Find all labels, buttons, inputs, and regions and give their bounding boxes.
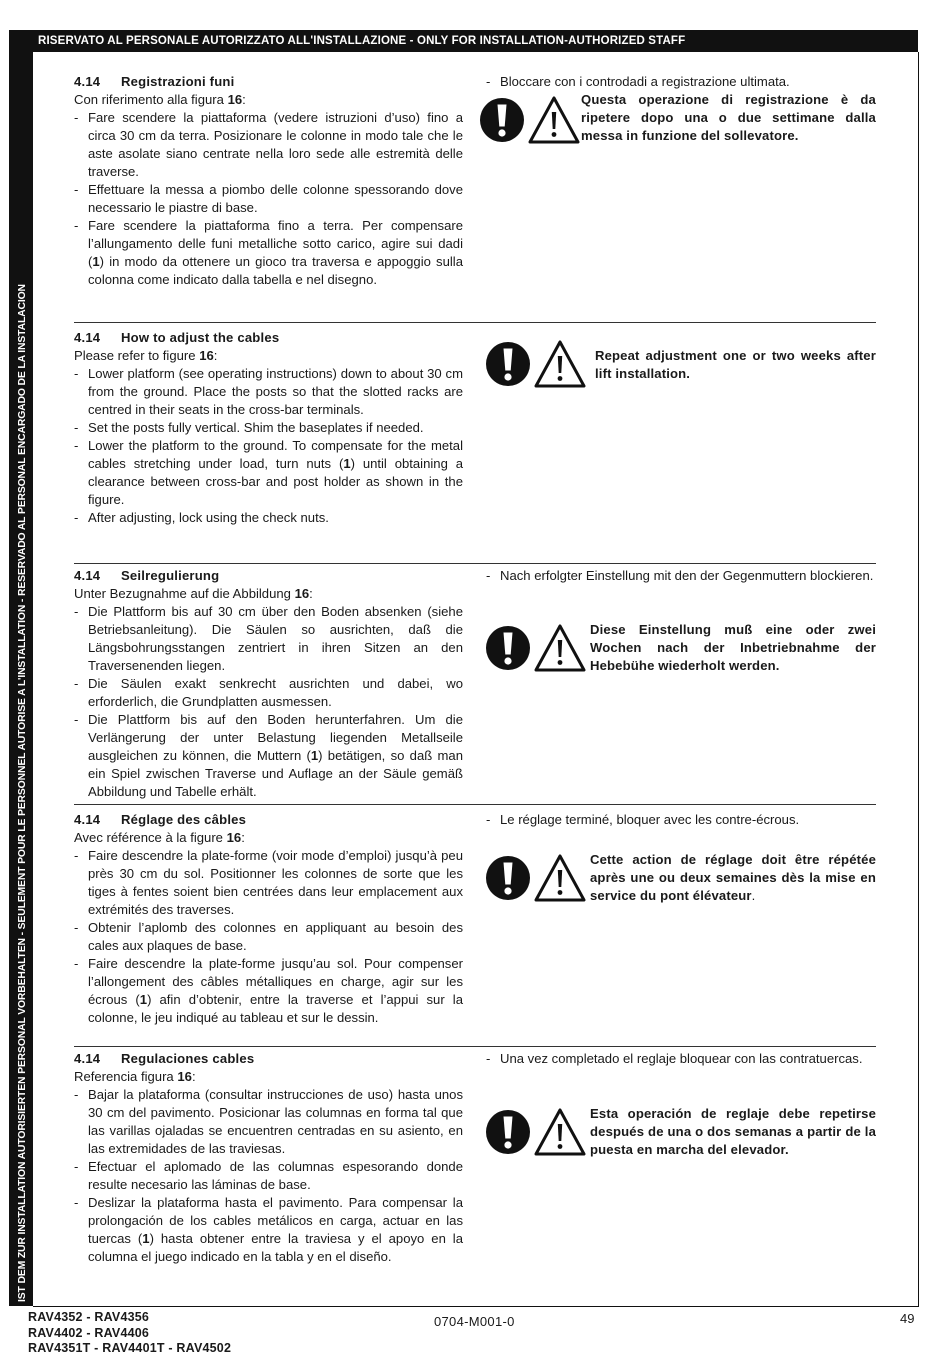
page-number: 49 — [900, 1311, 915, 1326]
exclamation-circle-icon — [486, 342, 530, 386]
list-item: - Bajar la plataforma (consultar instrucciones de uso) hasta unos 30 cm del pavimento. Posicionar las columnas en forma tal que las varillas ojaladas se encuentren centradas en su asiento, en las extremidades de las traviesas. — [74, 1086, 463, 1158]
list-item: - Deslizar la plataforma hasta el pavimento. Para compensar la prolongación de los cables metálicos en carga, actuar en las tuercas (1) hasta obtener entre la traviesa y el apoyo en la columna el juego indicado en la tabla y en el diseño. — [74, 1194, 463, 1266]
section-heading — [74, 73, 463, 91]
section-number: 4.14 — [74, 1051, 101, 1066]
exclamation-circle-icon — [486, 856, 530, 900]
figure-reference: Unter Bezugnahme auf die Abbildung 16: — [74, 586, 313, 601]
authorized-staff-banner: RISERVATO AL PERSONALE AUTORIZZATO ALL'INSTALLAZIONE - ONLY FOR INSTALLATION-AUTHORIZED STAFF — [9, 30, 918, 52]
footer-model-list — [28, 1310, 231, 1357]
sidebar-vertical-text: IST DEM ZUR INSTALLATION AUTORISIERTEN PERSONAL VORBEHALTEN - SEULEMENT POUR LE PERSONNEL AUTORISE A L'INSTALLATION - RESERVADO AL PERSONAL ENCARGADO DE LA INSTALACION — [17, 284, 28, 1302]
warning-text: Esta operación de reglaje debe repetirse después de una o dos semanas a partir de la puesta en marcha del elevador. — [590, 1106, 876, 1157]
section-number: 4.14 — [74, 812, 101, 827]
section-heading — [74, 1050, 463, 1068]
warning-icons — [485, 623, 591, 673]
warning-icons — [479, 95, 585, 145]
section-french — [74, 804, 876, 1047]
document-code: 0704-M001-0 — [434, 1314, 515, 1329]
section-number: 4.14 — [74, 74, 101, 89]
section-title: Réglage des câbles — [121, 812, 247, 827]
list-item: - Una vez completado el reglaje bloquear con las contratuercas. — [486, 1050, 876, 1068]
section-left-column — [74, 73, 463, 289]
section-german — [74, 563, 876, 805]
section-title: Regulaciones cables — [121, 1051, 255, 1066]
list-item: - Faire descendre la plate-forme (voir mode d’emploi) jusqu’à peu près 30 cm du sol. Positionner les colonnes de sorte que les tiges à fentes soient bien centrées dans leur emplacement aux extrémités des traverses. — [74, 847, 463, 919]
section-heading — [74, 567, 463, 585]
list-item: - Set the posts fully vertical. Shim the baseplates if needed. — [74, 419, 463, 437]
section-left-column — [74, 329, 463, 527]
list-item: - Lower platform (see operating instructions) down to about 30 cm from the ground. Place the posts so that the slotted racks are centred in their seats in the cross-bar terminals. — [74, 365, 463, 419]
exclamation-circle-icon — [480, 98, 524, 142]
section-title: How to adjust the cables — [121, 330, 280, 345]
list-item: - Fare scendere la piattaforma (vedere istruzioni d’uso) fino a circa 30 cm da terra. Posizionare le colonne in modo tale che le aste asolate siano centrate nella loro sede alle estremità delle traverse. — [74, 109, 463, 181]
list-item: - Die Plattform bis auf 30 cm über den Boden absenken (siehe Betriebsanleitung). Die Säulen so ausrichten, daß die Längsbohrungsstangen zentriert in ihren Sitzen an den Traversenenden liegen. — [74, 603, 463, 675]
exclamation-circle-icon — [486, 1110, 530, 1154]
list-item: - Bloccare con i controdadi a registrazione ultimata. — [486, 73, 876, 91]
list-item: - Die Säulen exakt senkrecht ausrichten und dabei, wo erforderlich, die Grundplatten ausmessen. — [74, 675, 463, 711]
list-item: - Effettuare la messa a piombo delle colonne spessorando dove necessario le piastre di base. — [74, 181, 463, 217]
list-item: - Obtenir l’aplomb des colonnes en appliquant au besoin des cales aux plaques de base. — [74, 919, 463, 955]
section-right-column — [486, 73, 876, 91]
figure-reference: Please refer to figure 16: — [74, 348, 218, 363]
section-left-column — [74, 1050, 463, 1266]
section-number: 4.14 — [74, 568, 101, 583]
list-item: - Nach erfolgter Einstellung mit den der Gegenmuttern blockieren. — [486, 567, 876, 585]
section-right-column — [486, 1050, 876, 1068]
section-english — [74, 322, 876, 564]
section-number: 4.14 — [74, 330, 101, 345]
model-line: RAV4351T - RAV4401T - RAV4502 — [28, 1341, 232, 1355]
section-left-column — [74, 811, 463, 1027]
warning-triangle-icon — [536, 626, 584, 670]
warning-text: Repeat adjustment one or two weeks after lift installation. — [595, 348, 876, 381]
list-item: - Efectuar el aplomado de las columnas espesorando donde resulte necesario las láminas de base. — [74, 1158, 463, 1194]
section-right-column — [486, 811, 876, 829]
warning-triangle-icon — [536, 342, 584, 386]
figure-reference: Avec référence à la figure 16: — [74, 830, 245, 845]
warning-icons — [485, 1107, 591, 1157]
section-left-column — [74, 567, 463, 801]
exclamation-circle-icon — [486, 626, 530, 670]
list-item: - Lower the platform to the ground. To compensate for the metal cables stretching under load, turn nuts (1) until obtaining a clearance between cross-bar and post holder as shown in the figure. — [74, 437, 463, 509]
list-item: - Die Plattform bis auf den Boden herunterfahren. Um die Verlängerung der unter Belastung liegenden Metallseile ausgleichen zu können, die Muttern (1) betätigen, so daß man ein Spiel zwischen Traverse und Auflage an der Säule gemäß Abbildung und Tabelle erhält. — [74, 711, 463, 801]
warning-text: Diese Einstellung muß eine oder zwei Wochen nach der Inbetriebnahme der Hebebühe wiederholt werden. — [590, 622, 876, 673]
warning-triangle-icon — [536, 856, 584, 900]
warning-icons — [485, 339, 591, 389]
warning-text: Cette action de réglage doit être répétée après une ou deux semaines dès la mise en service du pont élévateur. — [590, 852, 876, 903]
section-heading — [74, 811, 463, 829]
figure-reference: Con riferimento alla figura 16: — [74, 92, 246, 107]
section-heading — [74, 329, 463, 347]
model-line: RAV4402 - RAV4406 — [28, 1325, 150, 1340]
model-line: RAV4352 - RAV4356 — [28, 1310, 150, 1324]
list-item: - After adjusting, lock using the check nuts. — [74, 509, 463, 527]
section-spanish — [74, 1046, 876, 1301]
section-title: Registrazioni funi — [121, 74, 235, 89]
warning-icons — [485, 853, 591, 903]
warning-text: Questa operazione di registrazione è da ripetere dopo una o due settimane dalla messa in funzione del sollevatore. — [581, 92, 876, 143]
list-item: - Le réglage terminé, bloquer avec les contre-écrous. — [486, 811, 876, 829]
section-right-column — [486, 567, 876, 585]
warning-triangle-icon — [530, 98, 578, 142]
list-item: - Faire descendre la plate-forme jusqu’au sol. Pour compenser l’allongement des câbles métalliques en charge, agir sur les écrous (1) afin d’obtenir, entre la traverse et l’appui sur la colonne, le jeu indiqué au tableau et sur le dessin. — [74, 955, 463, 1027]
warning-triangle-icon — [536, 1110, 584, 1154]
section-italian — [74, 73, 876, 323]
figure-reference: Referencia figura 16: — [74, 1069, 196, 1084]
list-item: - Fare scendere la piattaforma fino a terra. Per compensare l’allungamento delle funi metalliche sotto carico, agire sui dadi (1) in modo da ottenere un gioco tra traversa e appoggio sulla colonna come indicato dalla tabella e nel disegno. — [74, 217, 463, 289]
section-title: Seilregulierung — [121, 568, 220, 583]
